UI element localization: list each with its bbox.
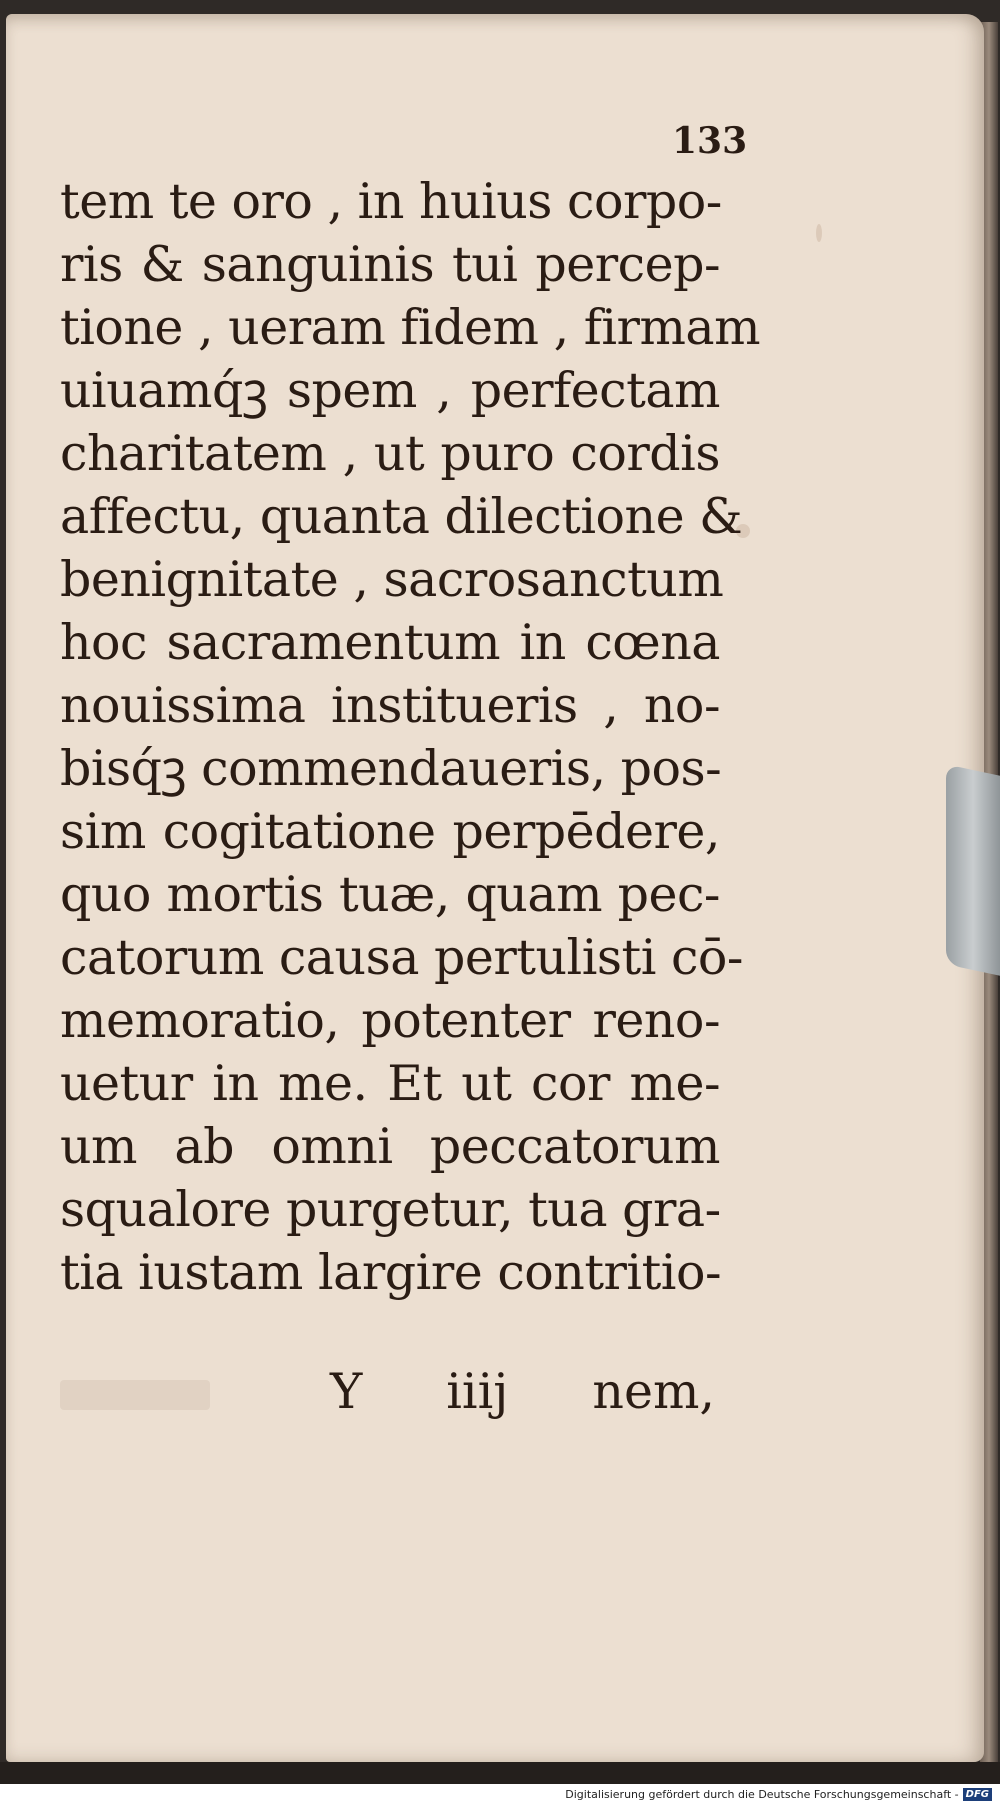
page-text (60, 170, 761, 1304)
text-line: bisq́ꝫ commendaueris, pos- (60, 740, 722, 797)
scan-bottom-band (0, 1762, 1000, 1784)
bookmark-tab (946, 764, 1000, 975)
paper-stain (816, 224, 822, 242)
funding-credit: Digitalisierung gefördert durch die Deutsche Forschungsgemeinschaft - (565, 1788, 959, 1801)
text-line: memoratio, potenter reno- (60, 992, 720, 1049)
text-line: affectu, quanta dilectione & (60, 488, 743, 545)
text-line: charitatem , ut puro cordis (60, 425, 720, 482)
text-line: uetur in me. Et ut cor me- (60, 1055, 720, 1112)
ink-bleed (60, 1380, 210, 1410)
digitization-footer (0, 1784, 1000, 1805)
text-line: uiuamq́ꝫ spem , perfectam (60, 362, 720, 419)
text-line: squalore purgetur, tua gra- (60, 1181, 721, 1238)
text-line: tia iustam largire contritio- (60, 1244, 722, 1301)
page-number: 133 (672, 120, 748, 162)
text-line: nouissima institueris , no- (60, 677, 720, 734)
text-line: hoc sacramentum in cœna (60, 614, 720, 671)
catchword: nem, (592, 1363, 715, 1420)
signature-number: iiij (446, 1363, 509, 1420)
text-line: sim cogitatione perpēdere, (60, 803, 720, 860)
text-line: benignitate , sacrosanctum (60, 551, 724, 608)
dfg-logo: DFG (963, 1788, 992, 1801)
text-line: tione , ueram fidem , firmam (60, 299, 761, 356)
text-line: catorum causa pertulisti cō- (60, 929, 743, 986)
signature-mark: Y (330, 1363, 363, 1420)
text-line: um ab omni peccatorum (60, 1118, 720, 1175)
text-line: ris & sanguinis tui percep- (60, 236, 720, 293)
text-line: tem te oro , in huius corpo- (60, 173, 722, 230)
text-line: quo mortis tuæ, quam pec- (60, 866, 720, 923)
signature-line (330, 1360, 715, 1423)
